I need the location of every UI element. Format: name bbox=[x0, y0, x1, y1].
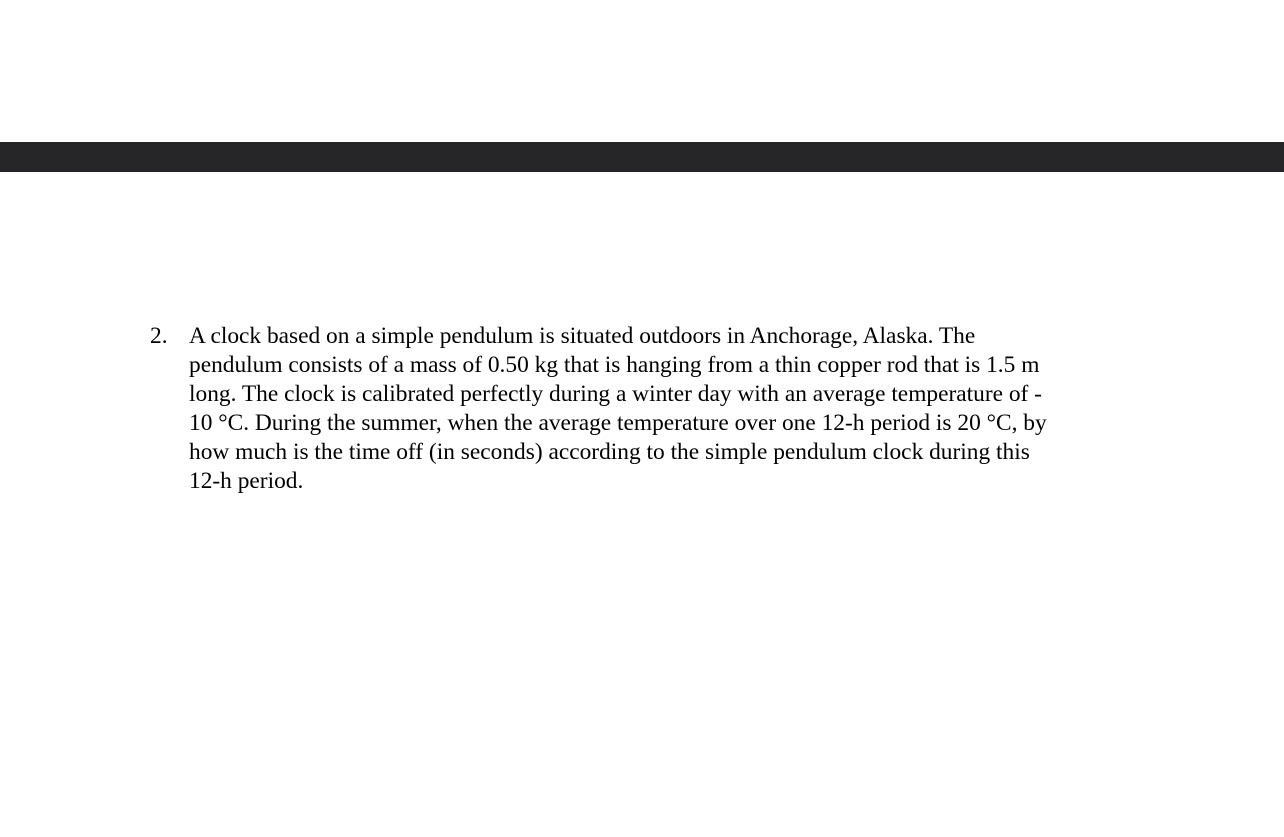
question-line: pendulum consists of a mass of 0.50 kg that is hanging from a thin copper rod that is 1.5 m bbox=[189, 352, 1040, 378]
top-banner-band bbox=[0, 142, 1284, 172]
question-text bbox=[189, 322, 1129, 496]
question-line: 10 °C. During the summer, when the average temperature over one 12-h period is 20 °C, by bbox=[189, 410, 1047, 436]
question-line: long. The clock is calibrated perfectly during a winter day with an average temperature of - bbox=[189, 381, 1042, 407]
question-line: how much is the time off (in seconds) according to the simple pendulum clock during this bbox=[189, 439, 1030, 465]
question-number: 2. bbox=[150, 323, 168, 349]
question-line: A clock based on a simple pendulum is situated outdoors in Anchorage, Alaska. The bbox=[189, 323, 976, 349]
question-line: 12-h period. bbox=[189, 468, 304, 494]
